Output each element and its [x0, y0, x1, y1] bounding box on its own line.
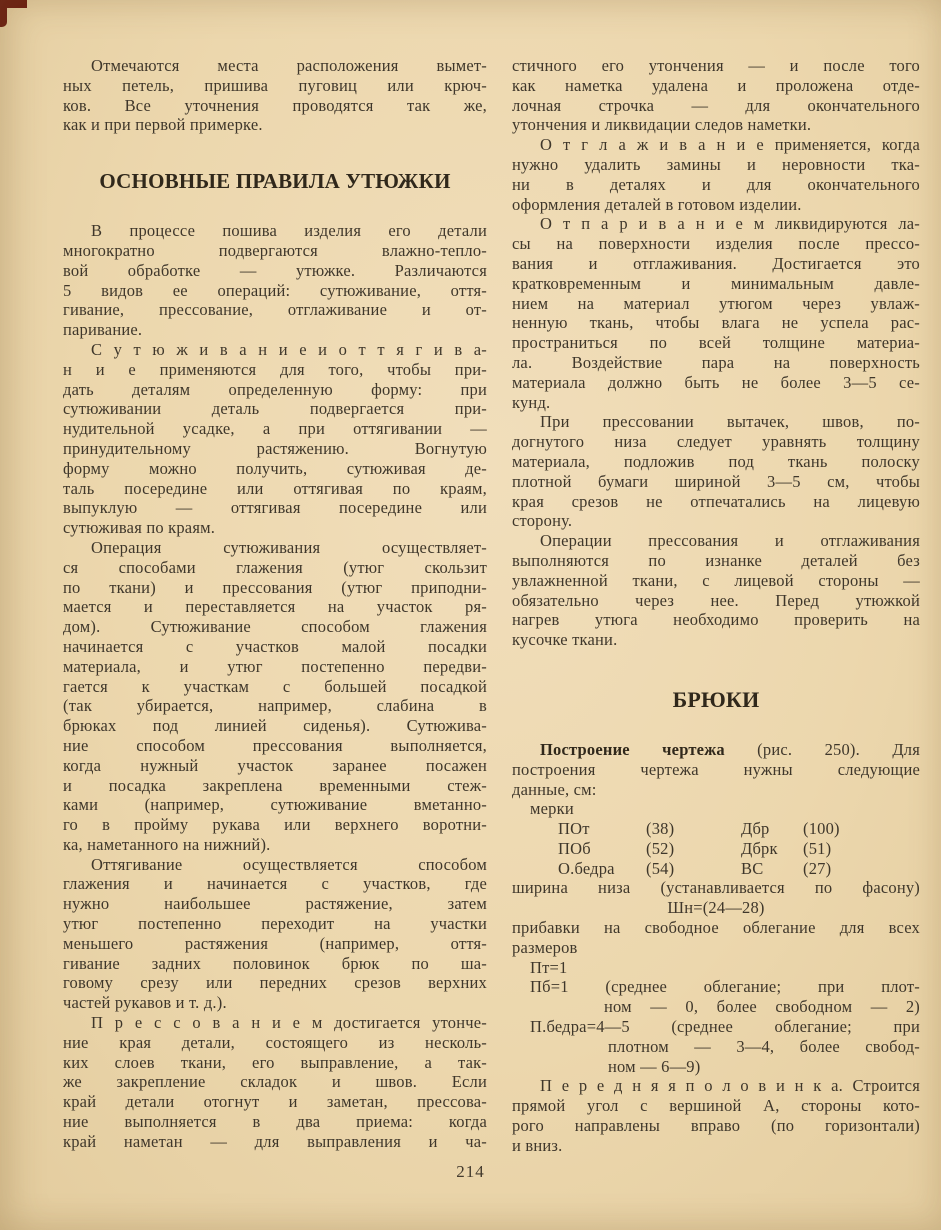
- measurement-label: ПОт: [558, 819, 590, 839]
- text-line: ние выполняется в два приема: когда: [63, 1112, 487, 1132]
- text-line: выполняются по изнанке деталей без: [512, 550, 920, 570]
- text-line: ками (например, сутюживание вметанно-: [63, 795, 487, 815]
- text-line: прямой угол с вершиной А, стороны кото-: [512, 1096, 920, 1116]
- text-line: П р е с с о в а н и е м достигается утонче-: [91, 1013, 487, 1033]
- text-line: выпуклую — оттягивая посередине или: [63, 498, 487, 518]
- text-line: данные, см:: [512, 779, 597, 799]
- text-line: гается к участкам с большей посадкой: [63, 676, 487, 696]
- text-line: и вниз.: [512, 1135, 563, 1155]
- text-line: принудительному растяжению. Вогнутую: [63, 438, 487, 458]
- text-line: форму можно получить, сутюживая де-: [63, 458, 487, 478]
- text-line: Операции прессования и отглаживания: [540, 531, 920, 551]
- text-line: материала должно быть не более 3—5 се-: [512, 372, 920, 392]
- text-line: Пт=1: [530, 957, 568, 977]
- measurement-row: [512, 859, 920, 879]
- measurement-label: Дбр: [741, 819, 770, 839]
- text-line: В процессе пошива изделия его детали: [91, 221, 487, 241]
- text-line: гивание, прессование, отглаживание и от-: [63, 300, 487, 320]
- plain-text: (рис. 250). Для: [724, 739, 920, 759]
- text-line: ных петель, пришива пуговиц или крюч-: [63, 75, 487, 95]
- section-heading-ironing-rules: ОСНОВНЫЕ ПРАВИЛА УТЮЖКИ: [99, 169, 451, 194]
- text-line: ние края детали, состоящего из несколь-: [63, 1032, 487, 1052]
- text-line: материала, и утюг постепенно передви-: [63, 656, 487, 676]
- text-line: Шн=(24—28): [667, 898, 765, 918]
- text-line: кратковременным и минимальным давле-: [512, 273, 920, 293]
- text-line: дать деталям определенную форму: при: [63, 379, 487, 399]
- text-line: глажения и начинается с участков, где: [63, 874, 487, 894]
- text-line: говому срезу или передних срезов верхних: [63, 973, 487, 993]
- text-line: материала, подложив под ткань полоску: [512, 451, 920, 471]
- text-line: край наметан — для выправления и ча-: [63, 1131, 487, 1151]
- text-line: Оттягивание осуществляется способом: [91, 854, 487, 874]
- text-line: ка, наметанного на нижний).: [63, 834, 271, 854]
- text-line: мается и переставляется на участок ря-: [63, 597, 487, 617]
- text-line: лочная строчка — для окончательного: [512, 95, 920, 115]
- text-line: Отмечаются места расположения вымет-: [91, 56, 487, 75]
- text-line: ненную ткань, чтобы влага не успела рас-: [512, 313, 920, 333]
- text-line: ни в деталях и для окончательного: [512, 174, 920, 194]
- measurement-label: ПОб: [558, 838, 591, 858]
- text-line: утюг постепенно переходит на участки: [63, 914, 487, 934]
- text-line: кусочке ткани.: [512, 630, 618, 650]
- text-line: нудительной усадке, а при оттягивании —: [63, 419, 487, 439]
- text-line: когда нужный участок заранее посажен: [63, 755, 487, 775]
- text-line: 5 видов ее операций: сутюживание, оття-: [63, 280, 487, 300]
- text-line: кунд.: [512, 392, 551, 412]
- text-line: О т г л а ж и в а н и е применяется, когда: [540, 135, 920, 155]
- text-line: сутюживании деталь подвергается при-: [63, 399, 487, 419]
- text-line: нием на материал утюгом через увлаж-: [512, 293, 920, 313]
- text-line: стичного его утончения — и после того: [512, 56, 920, 75]
- text-line: рого направлены вправо (по горизонтали): [512, 1116, 920, 1136]
- measurement-value: (54): [646, 858, 675, 878]
- text-line: догнутого низа следует уравнять толщину: [512, 432, 920, 452]
- text-line: же закрепление складок и швов. Если: [63, 1072, 487, 1092]
- text-line: П е р е д н я я п о л о в и н к а. Строится: [540, 1076, 920, 1096]
- text-line: мерки: [530, 799, 574, 819]
- text-line: многократно подвергаются влажно-тепло-: [63, 240, 487, 260]
- text-line: обязательно через нее. Перед утюжкой: [512, 590, 920, 610]
- measurement-value: (52): [646, 838, 675, 858]
- text-line: меньшего растяжения (например, оття-: [63, 933, 487, 953]
- text-line: плотном — 3—4, более свобод-: [608, 1036, 920, 1056]
- text-line: Пб=1 (среднее облегание; при плот-: [530, 977, 920, 997]
- measurement-row: [512, 819, 920, 839]
- text-line: брюках под линией сиденья). Сутюжива-: [63, 716, 487, 736]
- text-line: При прессовании вытачек, швов, по-: [540, 412, 920, 432]
- text-line: ся способами глажения (утюг скользит: [63, 557, 487, 577]
- text-line: и посадка закреплена временными стеж-: [63, 775, 487, 795]
- text-line: ном — 0, более свободном — 2): [604, 997, 920, 1017]
- text-line: как наметка удалена и проложена отде-: [512, 75, 920, 95]
- page-corner-mark: [0, 0, 7, 27]
- text-line: сторону.: [512, 511, 573, 531]
- text-line: н и е применяются для того, чтобы при-: [63, 359, 487, 379]
- text-column-right: [512, 56, 920, 1156]
- text-line: сутюживая по краям.: [63, 518, 216, 538]
- text-line: ном — 6—9): [608, 1056, 701, 1076]
- measurement-value: (100): [803, 819, 840, 839]
- text-line: нагрев утюга необходимо проверить на: [512, 610, 920, 630]
- text-line: построения чертежа нужны следующие: [512, 759, 920, 779]
- text-line: (так убирается, например, слабина в: [63, 696, 487, 716]
- measurement-label: О.бедра: [558, 858, 615, 878]
- text-line: [512, 740, 920, 760]
- text-column-left: [63, 56, 487, 1152]
- text-line: вания и отглаживания. Достигается это: [512, 253, 920, 273]
- text-line: дом). Сутюживание способом глажения: [63, 617, 487, 637]
- text-line: ких слоев ткани, его выправление, а так-: [63, 1052, 487, 1072]
- text-line: таль посередине или оттягивая по краям,: [63, 478, 487, 498]
- text-line: как и при первой примерке.: [63, 115, 263, 135]
- text-line: прибавки на свободное облегание для всех: [512, 918, 920, 938]
- measurement-label: ВС: [741, 858, 764, 878]
- text-line: го в пройму рукава или верхнего воротни-: [63, 815, 487, 835]
- text-line: ла. Воздействие пара на поверхность: [512, 352, 920, 372]
- text-line: сы на поверхности изделия после прессо-: [512, 234, 920, 254]
- text-line: нужно наибольшее растяжение, затем: [63, 894, 487, 914]
- text-line: ние способом прессования выполняется,: [63, 735, 487, 755]
- text-line: по ткани) и прессования (утюг приподни-: [63, 577, 487, 597]
- text-line: начинается с участков малой посадки: [63, 636, 487, 656]
- page-number: 214: [456, 1162, 485, 1181]
- text-line: ков. Все уточнения проводятся так же,: [63, 95, 487, 115]
- measurement-label: Дбрк: [741, 838, 778, 858]
- text-line: размеров: [512, 937, 578, 957]
- measurement-value: (51): [803, 838, 832, 858]
- text-line: пространиться по всей толщине материа-: [512, 333, 920, 353]
- text-line: ширина низа (устанавливается по фасону): [512, 878, 920, 898]
- measurement-value: (27): [803, 858, 832, 878]
- measurement-row: [512, 839, 920, 859]
- text-line: паривание.: [63, 320, 143, 340]
- text-line: увлажненной ткани, с лицевой стороны —: [512, 570, 920, 590]
- text-line: частей рукавов и т. д.).: [63, 993, 227, 1013]
- bold-lead-text: Построение чертежа: [540, 739, 725, 759]
- text-line: С у т ю ж и в а н и е и о т т я г и в а-: [91, 339, 487, 359]
- text-line: край детали отогнут и заметан, прессова-: [63, 1092, 487, 1112]
- text-line: гивание задних половинок брюк по ша-: [63, 953, 487, 973]
- text-line: оформления деталей в готовом изделии.: [512, 194, 802, 214]
- measurement-value: (38): [646, 819, 675, 839]
- text-line: утончения и ликвидации следов наметки.: [512, 115, 812, 135]
- text-line: вой обработке — утюжке. Различаются: [63, 260, 487, 280]
- text-line: О т п а р и в а н и е м ликвидируются ла-: [540, 214, 920, 234]
- text-line: плотной бумаги шириной 3—5 см, чтобы: [512, 471, 920, 491]
- text-line: Операция сутюживания осуществляет-: [91, 537, 487, 557]
- text-line: нужно удалить замины и неровности тка-: [512, 154, 920, 174]
- section-heading-trousers: БРЮКИ: [672, 686, 760, 712]
- text-line: края срезов не отпечатались на лицевую: [512, 491, 920, 511]
- text-line: П.бедра=4—5 (среднее облегание; при: [530, 1017, 920, 1037]
